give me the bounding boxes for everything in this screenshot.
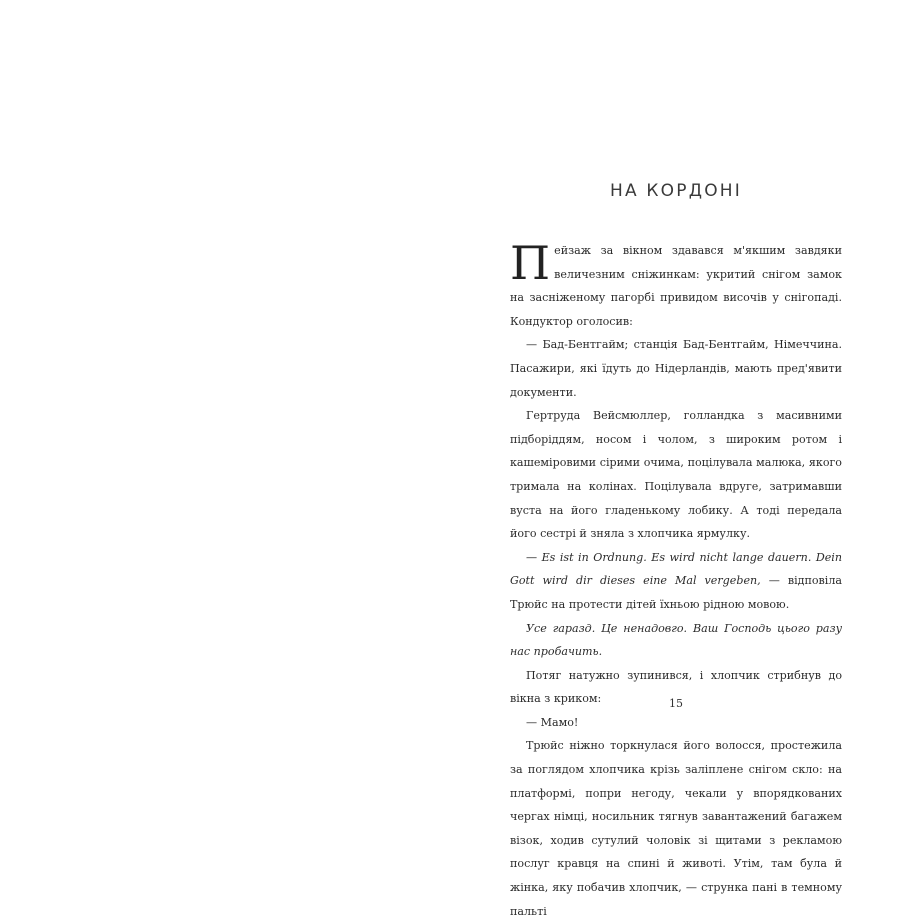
paragraph-7: — Мамо!: [526, 715, 579, 729]
chapter-title: НА КОРДОНІ: [610, 181, 742, 201]
paragraph-4: [510, 546, 842, 617]
body-text: [510, 236, 842, 923]
paragraph-6: Потяг натужно зупинився, і хлопчик стрибнув до вікна з криком:: [510, 668, 842, 706]
translation-italic: Усе гаразд. Це ненадовго. Ваш Господь цього разу нас пробачить.: [510, 621, 842, 659]
drop-cap: П: [510, 236, 551, 290]
german-quote: — Es ist in Ordnung. Es wird nicht lange dauern. Dein Gott wird dir dieses eine Mal vergeben,: [510, 550, 842, 588]
paragraph-text: ейзаж за вікном здавався м'якшим завдяки величезним сніжинкам: укритий снігом замок на засніженому пагорбі привидом височів у снігопаді. Кондуктор оголосив:: [510, 244, 842, 328]
paragraph-2: — Бад-Бентгайм; станція Бад-Бентгайм, Німеччина. Пасажири, які їдуть до Нідерландів, мають пред'явити документи.: [510, 338, 842, 399]
paragraph-text: — відповіла Трюйс на протести дітей їхньою рідною мовою.: [510, 574, 842, 611]
left-page-blank: [0, 0, 450, 817]
paragraph-8: Трюйс ніжно торкнулася його волосся, простежила за поглядом хлопчика крізь заліплене снігом скло: на платформі, попри негоду, чекали у впорядкованих чергах німці, носильник тягнув завантажений багажем візок, ходив сутулий чоловік зі щитами з рекламою послуг кравця на спині й животі. Утім, там була й жінка, яку побачив хлопчик, — струнка пані в темному пальті: [510, 739, 842, 918]
paragraph-1: [510, 236, 842, 333]
paragraph-3: Гертруда Вейсмюллер, голландка з масивними підборіддям, носом і чолом, з широким ротом і кашеміровими сірими очима, поцілувала малюка, якого тримала на колінах. Поцілувала вдруге, затримавши вуста на його гладенькому лобику. А тоді передала його сестрі й зняла з хлопчика ярмулку.: [510, 409, 842, 541]
page-number: 15: [669, 697, 683, 710]
paragraph-5: [510, 617, 842, 664]
